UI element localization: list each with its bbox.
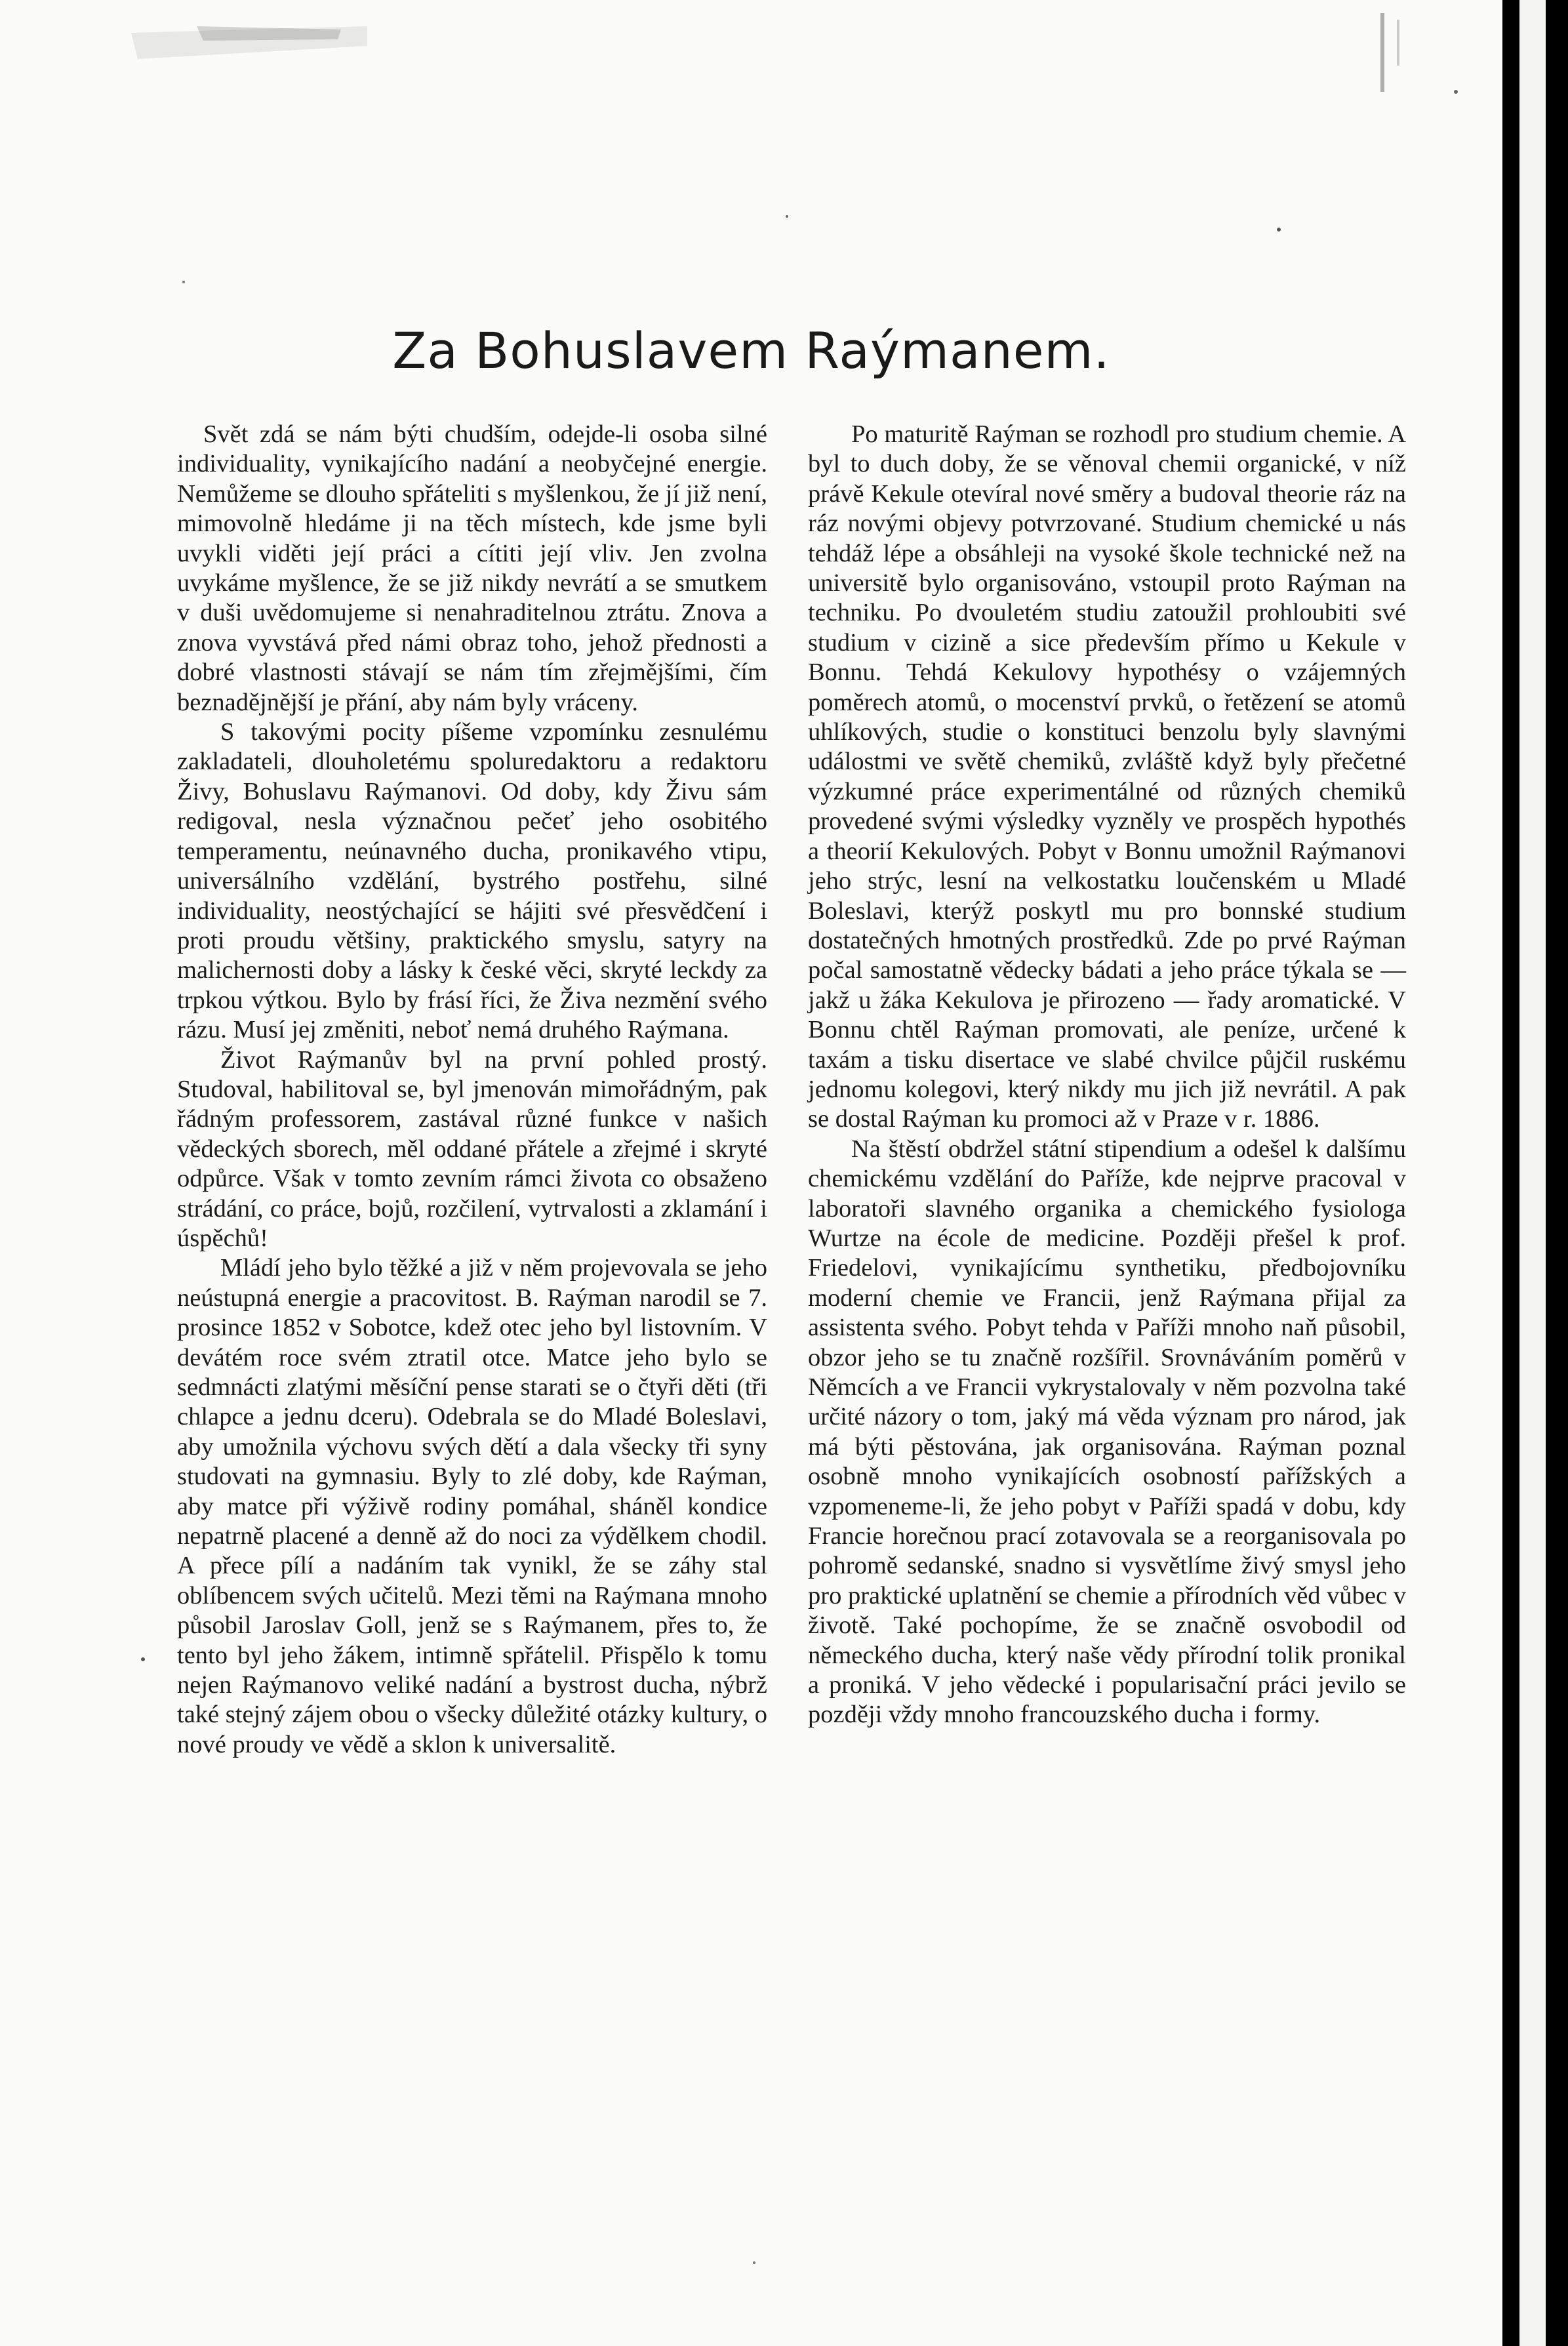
paragraph: Svět zdá se nám býti chudším, odejde-li osoba silné individuality, vynikajícího nadání a neobyčejné energie. Nemůžeme se dlouho spřáteliti s myšlenkou, že jí již není, mimovolně hledáme ji na těch místech, kde jsme byli uvykli viděti její práci a cítiti její vliv. Jen zvolna uvykáme myšlence, že se již nikdy nevrátí a se smutkem v duši uvědomujeme si nenahraditelnou ztrátu. Znova a znova vyvstává před námi obraz toho, jehož přednosti a dobré vlastnosti stávají se nám tím zřejmějšími, čím beznadějnější je přání, aby nám byly vráceny. [177, 420, 767, 716]
article-title: Za Bohuslavem Raýmanem. [392, 321, 1110, 380]
paragraph: Po maturitě Raýman se rozhodl pro studium chemie. A byl to duch doby, že se věnoval chemii organické, v níž právě Kekule otevíral nové směry a budoval theorie ráz na ráz novými objevy potvrzované. Studium chemické u nás tehdáž lépe a obsáhleji na vysoké škole technické než na universitě bylo organisováno, vstoupil proto Raýman na techniku. Po dvouletém studiu zatoužil prohloubiti své studium v cizině a sice především přímo u Kekule v Bonnu. Tehdá Kekulovy hypothésy o vzájemných poměrech atomů, o mocenství prvků, o řetězení se atomů uhlíkových, studie o konstituci benzolu byly slavnými událostmi ve světě chemiků, zvláště když byly přečetné výzkumné práce experimentálné od různých chemiků provedené svými výsledky vyzněly ve prospěch hypothés a theorií Kekulových. Pobyt v Bonnu umožnil Raýmanovi jeho strýc, lesní na velkostatku loučenském u Mladé Boleslavi, kterýž poskytl mu pro bonnské studium dostatečných hmotných prostředků. Zde po prvé Raýman počal samostatně vědecky bádati a jeho práce týkala se — jakž u žáka Kekulova je přirozeno — řady aromatické. V Bonnu chtěl Raýman promovati, ale peníze, určené k taxám a tisku disertace ve slabé chvilce půjčil ruskému jednomu kolegovi, který nikdy mu jich již nevrátil. A pak se dostal Raýman ku promoci až v Praze v r. 1886. [808, 420, 1406, 1133]
scan-border [1502, 0, 1568, 2346]
paragraph: Mládí jeho bylo těžké a již v něm projevovala se jeho neústupná energie a pracovitost. B. Raýman narodil se 7. prosince 1852 v Sobotce, kdež otec jeho byl listovním. V devátém roce svém ztratil otce. Matce jeho bylo se sedmnácti zlatými měsíční pense starati se o čtyři děti (tři chlapce a jednu dceru). Odebrala se do Mladé Boleslavi, aby umožnila výchovu svých dětí a dala všecky tři syny studovati na gymnasiu. Byly to zlé doby, kde Raýman, aby matce při výživě rodiny pomáhal, sháněl kondice nepatrně placené a denně až do noci za výdělkem chodil. A přece pílí a nadáním tak vynikl, že se záhy stal oblíbencem svých učitelů. Mezi těmi na Raýmana mnoho působil Jaroslav Goll, jenž se s Raýmanem, přes to, že tento byl jeho žákem, intimně spřátelil. Přispělo k tomu nejen Raýmanovo veliké nadání a bystrost ducha, nýbrž také stejný zájem obou o všecky důležité otázky kultury, o nové proudy ve vědě a sklon k universalitě. [177, 1254, 767, 1758]
paragraph: S takovými pocity píšeme vzpomínku zesnulému zakladateli, dlouholetému spoluredaktoru a redaktoru Živy, Bohuslavu Raýmanovi. Od doby, kdy Živu sám redigoval, nesla význačnou pečeť jeho osobitého temperamentu, neúnavného ducha, pronikavého vtipu, universálního vzdělání, bystrého postřehu, silné individuality, neostýchající se hájiti své přesvědčení i proti proudu většiny, praktického smyslu, satyry na malichernosti doby a lásky k české věci, skryté leckdy za trpkou výtkou. Bylo by frásí říci, že Živa nezmění svého rázu. Musí jej změniti, neboť nemá druhého Raýmana. [177, 718, 767, 1044]
right-column [808, 420, 1406, 1730]
page-edge [1519, 0, 1546, 2346]
paragraph: Život Raýmanův byl na první pohled prostý. Studoval, habilitoval se, byl jmenován mimořádným, pak řádným professorem, zastával různé funkce v našich vědeckých sborech, měl oddané přátele a zřejmé i skryté odpůrce. Však v tomto zevním rámci života co obsaženo strádání, co práce, bojů, rozčilení, vytrvalosti a zklamání i úspěchů! [177, 1045, 767, 1252]
left-column [177, 420, 767, 1760]
paragraph: Na štěstí obdržel státní stipendium a odešel k dalšímu chemickému vzdělání do Paříže, kde nejprve pracoval v laboratoři slavného organika a chemického fysiologa Wurtze na école de medicine. Později přešel k prof. Friedelovi, vynikajícímu synthetiku, předbojovníku moderní chemie ve Francii, jenž Raýmana přijal za assistenta svého. Pobyt tehda v Paříži mnoho naň působil, obzor jeho se tu značně rozšířil. Srovnáváním poměrů v Němcích a ve Francii vykrystalovaly v něm pozvolna také určité názory o tom, jaký má věda význam pro národ, jak má býti pěstována, jak organisována. Raýman poznal osobně mnoho vynikajících osobností pařížských a vzpomeneme-li, že jeho pobyt v Paříži spadá v dobu, kdy Francie horečnou prací zotavovala se a reorganisovala po pohromě sedanské, snadno si vysvětlíme živý smysl jeho pro praktické uplatnění se chemie a přírodních věd vůbec v životě. Také pochopíme, že se značně osvobodil od německého ducha, který naše vědy přírodní tolik pronikal a proniká. V jeho vědecké i popularisační práci jevilo se později vždy mnoho francouzského ducha i formy. [808, 1135, 1406, 1729]
